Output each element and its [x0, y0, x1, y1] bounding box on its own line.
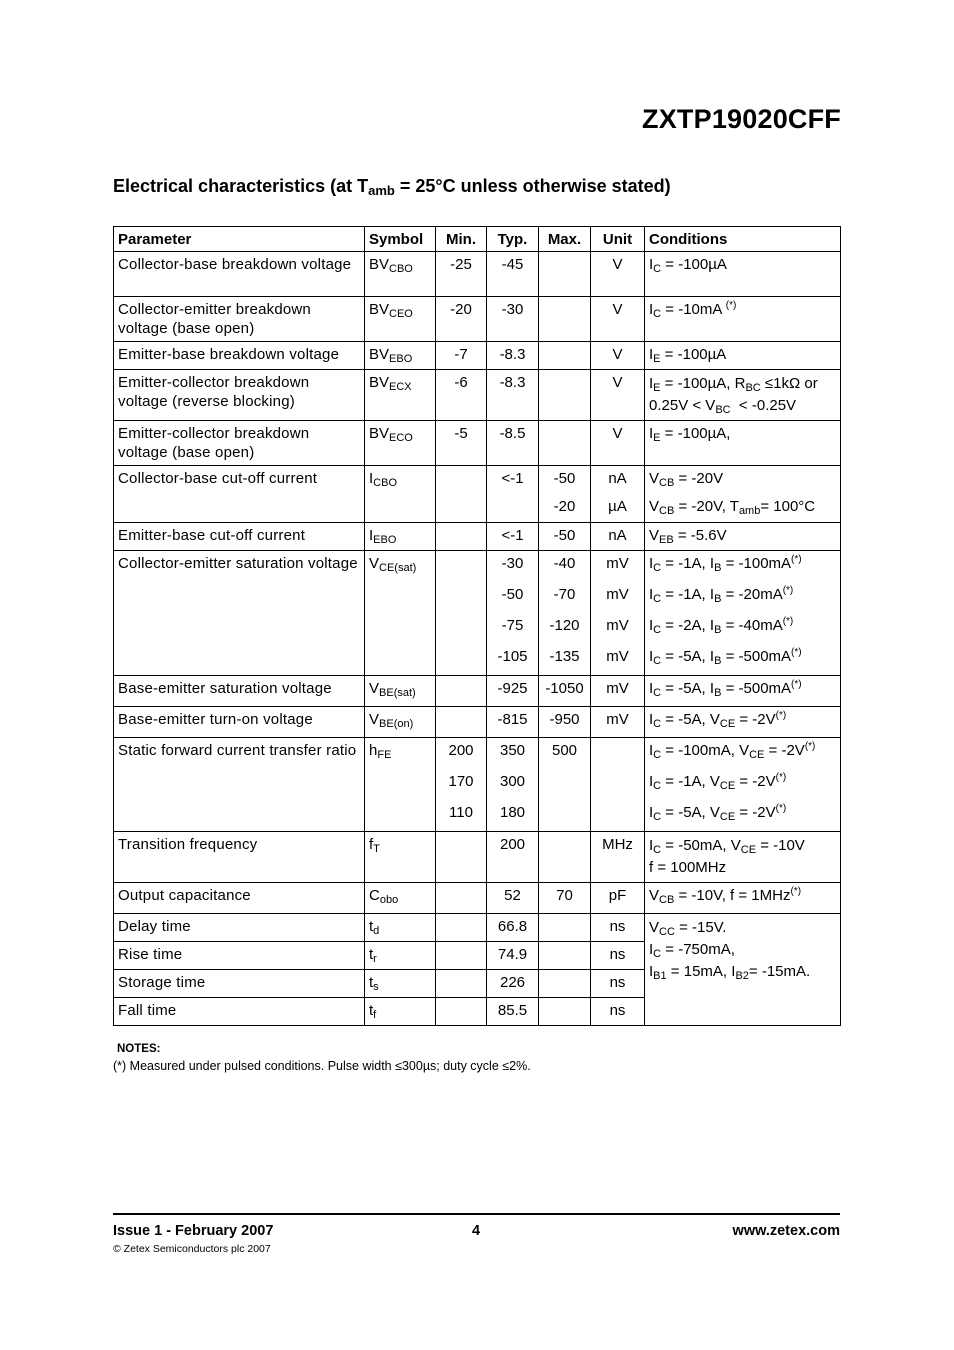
symbol-cell: $C_{obo}$ — [365, 883, 436, 914]
symbol-cell: $t_s$ — [365, 970, 436, 998]
min-cell: -25 — [436, 252, 487, 297]
symbol-cell: $BV_{CEO}$ — [365, 297, 436, 342]
min-cell — [436, 523, 487, 551]
symbol-cell: $BV_{ECX}$ — [365, 370, 436, 421]
table-row — [114, 738, 841, 832]
unit-cell: pF — [591, 883, 645, 914]
parameter-cell: Emitter-collector breakdown voltage (base open) — [114, 421, 365, 466]
unit-cell: V — [591, 421, 645, 466]
typ-cell: 85.5 — [487, 998, 539, 1026]
conditions-cell: $I_C = -100\mu A$ — [645, 252, 841, 297]
unit-cell: nA — [591, 523, 645, 551]
parameter-cell: Emitter-base cut-off current — [114, 523, 365, 551]
parameter-cell: Emitter-base breakdown voltage — [114, 342, 365, 370]
footer-copyright: © Zetex Semiconductors plc 2007 — [113, 1243, 271, 1255]
min-cell: -20 — [436, 297, 487, 342]
min-cell — [436, 998, 487, 1026]
unit-cell: V — [591, 297, 645, 342]
max-cell: -40 -70 -120 -135 — [539, 551, 591, 676]
typ-cell: 350 300 180 — [487, 738, 539, 832]
min-cell: -6 — [436, 370, 487, 421]
symbol-cell: $BV_{CBO}$ — [365, 252, 436, 297]
max-cell — [539, 832, 591, 883]
typ-cell: -30 — [487, 297, 539, 342]
conditions-cell: $I_E = -100\mu A$ — [645, 342, 841, 370]
max-cell — [539, 942, 591, 970]
typ-cell: 66.8 — [487, 914, 539, 942]
symbol-cell: $V_{BE(on)}$ — [365, 707, 436, 738]
conditions-cell: $I_C = -5A$, $V_{CE} = -2V^{(*)}$ — [645, 707, 841, 738]
header-typ: Typ. — [487, 227, 539, 252]
symbol-cell: $t_r$ — [365, 942, 436, 970]
typ-cell: <-1 — [487, 466, 539, 523]
max-cell — [539, 998, 591, 1026]
max-cell: -50 — [539, 523, 591, 551]
symbol-cell: $t_f$ — [365, 998, 436, 1026]
unit-cell: mV — [591, 707, 645, 738]
table-row — [114, 883, 841, 914]
symbol-cell: $I_{CBO}$ — [365, 466, 436, 523]
table-row — [114, 676, 841, 707]
max-cell — [539, 421, 591, 466]
parameter-cell: Collector-emitter saturation voltage — [114, 551, 365, 676]
max-cell: -950 — [539, 707, 591, 738]
symbol-cell: $BV_{ECO}$ — [365, 421, 436, 466]
typ-cell: 52 — [487, 883, 539, 914]
footer-divider — [113, 1213, 840, 1215]
unit-cell: ns — [591, 942, 645, 970]
typ-cell: -8.3 — [487, 370, 539, 421]
conditions-cell: $I_C = -1A$, $I_B = -100mA^{(*)}$ $I_C = -1A$, $I_B = -20mA^{(*)}$ $I_C = -2A$, $I_B = -40mA^{(*)}$ $I_C = -5A$, $I_B = -500mA^{(*)}$ — [645, 551, 841, 676]
notes-body: (*) Measured under pulsed conditions. Pulse width ≤300µs; duty cycle ≤2%. — [113, 1059, 531, 1073]
conditions-cell: $I_E = -100\mu A$, $R_{BC} \le 1k\Omega$ or $0.25V < V_{BC} < -0.25V$ — [645, 370, 841, 421]
unit-cell: ns — [591, 914, 645, 942]
typ-cell: 74.9 — [487, 942, 539, 970]
typ-cell: -8.3 — [487, 342, 539, 370]
unit-cell: nA µA — [591, 466, 645, 523]
conditions-cell: $I_C = -10mA$ (*) — [645, 297, 841, 342]
max-cell — [539, 252, 591, 297]
header-symbol: Symbol — [365, 227, 436, 252]
typ-cell: -30 -50 -75 -105 — [487, 551, 539, 676]
max-cell: 500 — [539, 738, 591, 832]
parameter-cell: Static forward current transfer ratio — [114, 738, 365, 832]
parameter-cell: Rise time — [114, 942, 365, 970]
max-cell — [539, 370, 591, 421]
conditions-cell: $I_C = -50mA$, $V_{CE} = -10V$ f = 100MHz — [645, 832, 841, 883]
table-row — [114, 370, 841, 421]
min-cell — [436, 676, 487, 707]
header-unit: Unit — [591, 227, 645, 252]
page-number: 4 — [472, 1223, 481, 1239]
typ-cell: -815 — [487, 707, 539, 738]
conditions-cell: $I_E = -100\mu A$, — [645, 421, 841, 466]
electrical-characteristics-table — [113, 226, 841, 1026]
parameter-cell: Output capacitance — [114, 883, 365, 914]
min-cell — [436, 466, 487, 523]
parameter-cell: Storage time — [114, 970, 365, 998]
table-row — [114, 914, 841, 942]
min-cell — [436, 883, 487, 914]
table-row — [114, 252, 841, 297]
conditions-cell: $V_{EB} = -5.6V$ — [645, 523, 841, 551]
table-header-row — [114, 227, 841, 252]
footer-issue: Issue 1 - February 2007 — [113, 1223, 274, 1239]
symbol-cell: $I_{EBO}$ — [365, 523, 436, 551]
unit-cell: mV mV mV mV — [591, 551, 645, 676]
symbol-cell: $h_{FE}$ — [365, 738, 436, 832]
parameter-cell: Delay time — [114, 914, 365, 942]
table-row — [114, 832, 841, 883]
conditions-cell: $V_{CC} = -15V$. $I_C = -750mA$, $I_{B1} = 15mA$, $I_{B2}= -15mA$. — [645, 914, 841, 1026]
typ-cell: <-1 — [487, 523, 539, 551]
header-min: Min. — [436, 227, 487, 252]
min-cell — [436, 970, 487, 998]
max-cell: -50 -20 — [539, 466, 591, 523]
header-max: Max. — [539, 227, 591, 252]
symbol-cell: $V_{BE(sat)}$ — [365, 676, 436, 707]
symbol-cell: $BV_{EBO}$ — [365, 342, 436, 370]
table-row — [114, 466, 841, 523]
unit-cell: V — [591, 370, 645, 421]
min-cell — [436, 551, 487, 676]
unit-cell: ns — [591, 998, 645, 1026]
conditions-cell: $I_C = -5A$, $I_B = -500mA^{(*)}$ — [645, 676, 841, 707]
min-cell — [436, 942, 487, 970]
typ-cell: 200 — [487, 832, 539, 883]
table-row — [114, 342, 841, 370]
part-number: ZXTP19020CFF — [642, 104, 841, 134]
min-cell: 200 170 110 — [436, 738, 487, 832]
unit-cell: MHz — [591, 832, 645, 883]
notes-heading: NOTES: — [117, 1043, 161, 1055]
min-cell — [436, 707, 487, 738]
max-cell — [539, 342, 591, 370]
max-cell — [539, 297, 591, 342]
typ-cell: -45 — [487, 252, 539, 297]
unit-cell: mV — [591, 676, 645, 707]
conditions-cell: $I_C = -100mA$, $V_{CE} = -2V^{(*)}$ $I_C = -1A$, $V_{CE} = -2V^{(*)}$ $I_C = -5A$, $V_{CE} = -2V^{(*)}$ — [645, 738, 841, 832]
max-cell — [539, 970, 591, 998]
table-row — [114, 707, 841, 738]
header-conditions: Conditions — [645, 227, 841, 252]
parameter-cell: Transition frequency — [114, 832, 365, 883]
table-row — [114, 523, 841, 551]
conditions-cell: $V_{CB} = -10V$, f = 1MHz(*) — [645, 883, 841, 914]
parameter-cell: Emitter-collector breakdown voltage (reverse blocking) — [114, 370, 365, 421]
symbol-cell: $V_{CE(sat)}$ — [365, 551, 436, 676]
typ-cell: -925 — [487, 676, 539, 707]
min-cell — [436, 914, 487, 942]
parameter-cell: Base-emitter saturation voltage — [114, 676, 365, 707]
min-cell: -5 — [436, 421, 487, 466]
max-cell: 70 — [539, 883, 591, 914]
header-parameter: Parameter — [114, 227, 365, 252]
unit-cell: V — [591, 252, 645, 297]
symbol-cell: $t_d$ — [365, 914, 436, 942]
min-cell — [436, 832, 487, 883]
footer-website-link[interactable]: www.zetex.com — [732, 1223, 840, 1239]
typ-cell: 226 — [487, 970, 539, 998]
parameter-cell: Collector-emitter breakdown voltage (base open) — [114, 297, 365, 342]
max-cell: -1050 — [539, 676, 591, 707]
section-title: Electrical characteristics (at $T_{amb} = 25^\circ C$ unless otherwise stated) — [113, 176, 671, 198]
table-row — [114, 297, 841, 342]
typ-cell: -8.5 — [487, 421, 539, 466]
min-cell: -7 — [436, 342, 487, 370]
unit-cell — [591, 738, 645, 832]
max-cell — [539, 914, 591, 942]
table-row — [114, 421, 841, 466]
parameter-cell: Fall time — [114, 998, 365, 1026]
parameter-cell: Base-emitter turn-on voltage — [114, 707, 365, 738]
unit-cell: V — [591, 342, 645, 370]
unit-cell: ns — [591, 970, 645, 998]
symbol-cell: $f_T$ — [365, 832, 436, 883]
parameter-cell: Collector-base breakdown voltage — [114, 252, 365, 297]
table-row — [114, 551, 841, 676]
parameter-cell: Collector-base cut-off current — [114, 466, 365, 523]
conditions-cell: $V_{CB} = -20V$ $V_{CB} = -20V$, $T_{amb}= 100^\circ C$ — [645, 466, 841, 523]
